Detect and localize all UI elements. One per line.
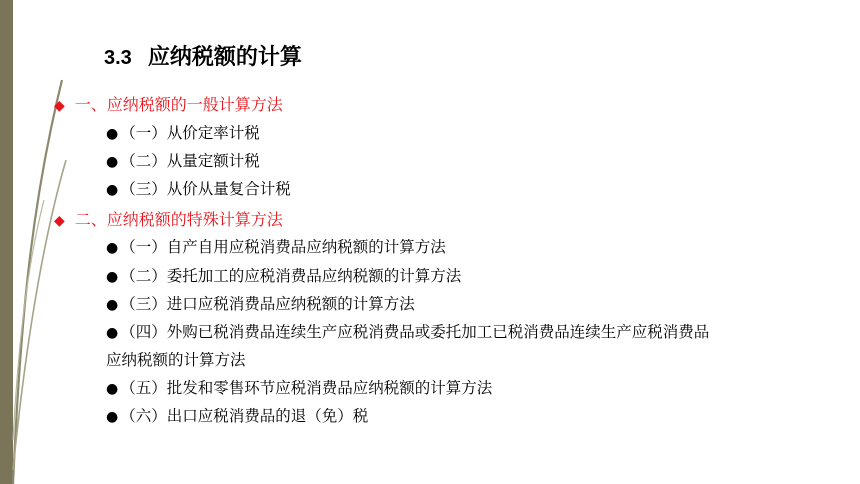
round-bullet-icon: ● xyxy=(106,325,119,341)
list-item: ● （一）从价定率计税 xyxy=(106,124,260,142)
list-item: ● （三）从价从量复合计税 xyxy=(106,180,291,198)
round-bullet-icon: ● xyxy=(106,269,119,285)
list-item: ● （六）出口应税消费品的退（免）税 xyxy=(106,407,369,425)
round-bullet-icon: ● xyxy=(106,182,119,198)
diamond-bullet-icon: ◆ xyxy=(54,213,65,229)
decorative-swoosh xyxy=(0,0,80,484)
diamond-bullet-icon: ◆ xyxy=(54,98,65,114)
round-bullet-icon: ● xyxy=(106,154,119,170)
list-item-continuation: 应纳税额的计算方法 xyxy=(106,351,246,369)
section-heading-general: ◆ 一、应纳税额的一般计算方法 xyxy=(54,95,283,114)
round-bullet-icon: ● xyxy=(106,240,119,256)
round-bullet-icon: ● xyxy=(106,409,119,425)
list-item: ● （二）从量定额计税 xyxy=(106,152,260,170)
title-text: 应纳税额的计算 xyxy=(147,45,302,70)
section-heading-special: ◆ 二、应纳税额的特殊计算方法 xyxy=(54,210,283,229)
list-item: ● （三）进口应税消费品应纳税额的计算方法 xyxy=(106,295,415,313)
list-item: ● （二）委托加工的应税消费品应纳税额的计算方法 xyxy=(106,267,462,285)
section-number: 3.3 xyxy=(104,47,132,69)
round-bullet-icon: ● xyxy=(106,381,119,397)
page-title xyxy=(104,40,302,71)
list-item: ● （五）批发和零售环节应税消费品应纳税额的计算方法 xyxy=(106,379,493,397)
round-bullet-icon: ● xyxy=(106,126,119,142)
list-item: ● （一）自产自用应税消费品应纳税额的计算方法 xyxy=(106,238,446,256)
round-bullet-icon: ● xyxy=(106,297,119,313)
list-item: ● （四）外购已税消费品连续生产应税消费品或委托加工已税消费品连续生产应税消费品 xyxy=(106,323,710,341)
